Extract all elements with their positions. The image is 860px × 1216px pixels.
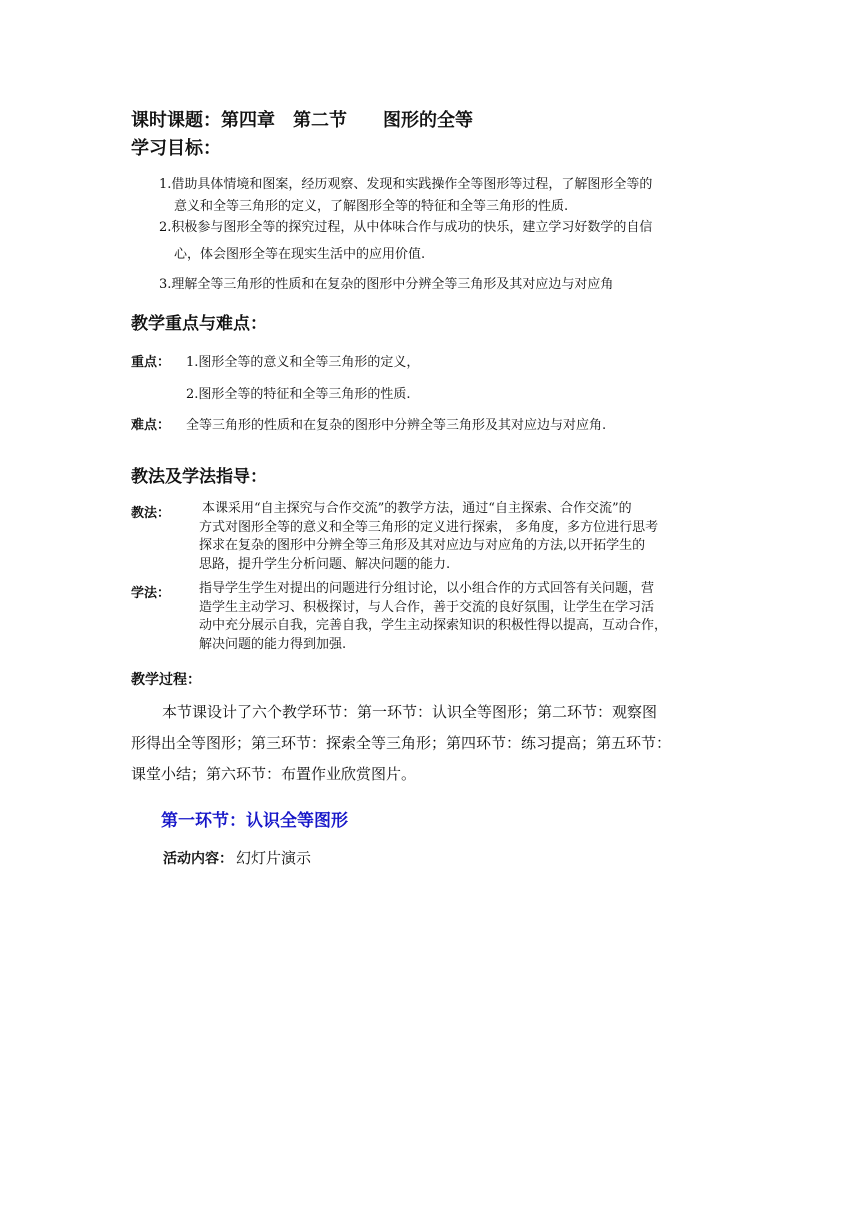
section1-heading: 第一环节：认识全等图形 <box>161 811 348 831</box>
objective-line: 3.理解全等三角形的性质和在复杂的图形中分辨全等三角形及其对应边与对应角 <box>159 277 614 292</box>
learn-line: 指导学生学生对提出的问题进行分组讨论，以小组合作的方式回答有关问题，营 <box>199 581 655 596</box>
key-point-2: 2.图形全等的特征和全等三角形的性质. <box>186 387 411 402</box>
key-label: 重点： <box>131 355 171 370</box>
learn-line: 动中充分展示自我，完善自我，学生主动探索知识的积极性得以提高，互动合作， <box>199 618 668 633</box>
learn-paragraph <box>199 580 667 654</box>
objective-line: 1.借助具体情境和图案，经历观察、发现和实践操作全等图形等过程，了解图形全等的 <box>159 177 653 192</box>
process-heading: 教学过程： <box>131 672 201 688</box>
process-line: 形得出全等图形；第三环节：探索全等三角形；第四环节：练习提高；第五环节： <box>131 734 672 752</box>
difficult-point: 全等三角形的性质和在复杂的图形中分辨全等三角形及其对应边与对应角. <box>186 418 607 433</box>
process-line: 课堂小结；第六环节：布置作业欣赏图片。 <box>131 765 417 783</box>
difficult-label: 难点： <box>131 418 171 433</box>
activity-value: 幻灯片演示 <box>236 849 312 867</box>
objective-line: 意义和全等三角形的定义，了解图形全等的特征和全等三角形的性质. <box>174 199 569 214</box>
key-points-heading: 教学重点与难点： <box>131 314 267 334</box>
methods-heading: 教法及学法指导： <box>131 467 267 487</box>
learn-line: 造学生主动学习、积极探讨，与人合作，善于交流的良好氛围，让学生在学习活 <box>199 599 655 615</box>
learn-label: 学法： <box>131 586 171 601</box>
objective-line: 2.积极参与图形全等的探究过程，从中体味合作与成功的快乐，建立学习好数学的自信 <box>159 220 653 235</box>
objectives-heading: 学习目标： <box>131 138 221 159</box>
teach-line: 本课采用“自主探究与合作交流”的教学方法，通过“自主探索、合作交流”的 <box>202 501 632 516</box>
process-line: 本节课设计了六个教学环节：第一环节：认识全等图形；第二环节：观察图 <box>162 703 658 721</box>
learn-line: 解决问题的能力得到加强. <box>199 636 347 652</box>
teach-paragraph <box>199 500 658 574</box>
teach-line: 探求在复杂的图形中分辨全等三角形及其对应边与对应角的方法,以开拓学生的 <box>199 538 646 553</box>
objective-line: 心，体会图形全等在现实生活中的应用价值. <box>174 247 426 262</box>
activity-label: 活动内容： <box>163 851 233 867</box>
key-point-1: 1.图形全等的意义和全等三角形的定义， <box>186 355 420 370</box>
teach-label: 教法： <box>131 506 171 521</box>
teach-line: 思路，提升学生分析问题、解决问题的能力. <box>199 556 451 572</box>
lesson-title: 课时课题：第四章 第二节 图形的全等 <box>131 110 473 131</box>
teach-line: 方式对图形全等的意义和全等三角形的定义进行探索， 多角度，多方位进行思考 <box>199 519 659 535</box>
